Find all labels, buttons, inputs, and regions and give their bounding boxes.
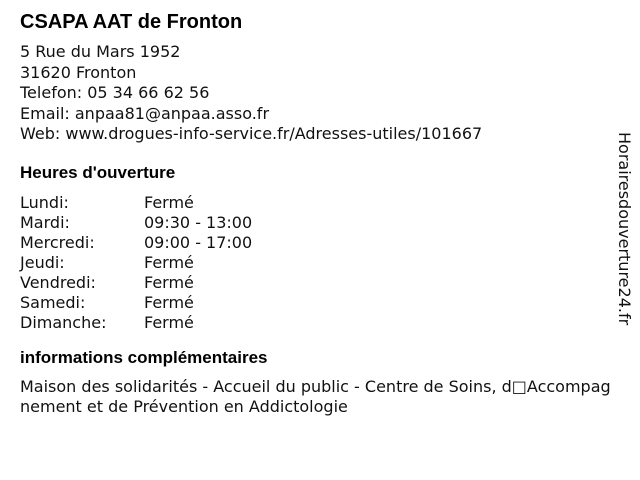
hours-row-sunday (20, 313, 610, 333)
hours-value: 09:30 - 13:00 (144, 212, 253, 232)
day-label: Dimanche: (20, 312, 107, 332)
additional-info-text: Maison des solidarités - Accueil du public - Centre de Soins, d□Accompagnement et de Prévention en Addictologie (20, 376, 611, 416)
site-brand-label: Horairesdouverture24.fr (615, 132, 634, 326)
hours-row-tuesday (20, 213, 610, 233)
day-label: Vendredi: (20, 272, 96, 292)
hours-value: Fermé (144, 252, 194, 272)
day-label: Mercredi: (20, 232, 95, 252)
hours-row-friday (20, 273, 610, 293)
additional-info-heading: informations complémentaires (20, 347, 268, 367)
hours-value: 09:00 - 17:00 (144, 232, 253, 252)
contact-details (20, 42, 610, 145)
hours-row-thursday (20, 253, 610, 273)
email-address: Email: anpaa81@anpaa.asso.fr (20, 103, 270, 123)
opening-hours-table (20, 193, 610, 333)
hours-row-monday (20, 193, 610, 213)
day-label: Mardi: (20, 212, 70, 232)
hours-value: Fermé (144, 192, 194, 212)
business-card (20, 10, 610, 417)
page-title: CSAPA AAT de Fronton (20, 11, 243, 33)
day-label: Lundi: (20, 192, 69, 212)
opening-hours-heading: Heures d'ouverture (20, 162, 176, 182)
day-label: Jeudi: (20, 252, 65, 272)
hours-value: Fermé (144, 292, 194, 312)
phone-number: Telefon: 05 34 66 62 56 (20, 83, 210, 102)
website-url: Web: www.drogues-info-service.fr/Adresses-utiles/101667 (20, 124, 483, 143)
hours-row-wednesday (20, 233, 610, 253)
postal-city: 31620 Fronton (20, 62, 137, 82)
hours-row-saturday (20, 293, 610, 313)
day-label: Samedi: (20, 292, 86, 312)
street-address: 5 Rue du Mars 1952 (20, 42, 181, 61)
hours-value: Fermé (144, 312, 194, 332)
hours-value: Fermé (144, 272, 194, 292)
